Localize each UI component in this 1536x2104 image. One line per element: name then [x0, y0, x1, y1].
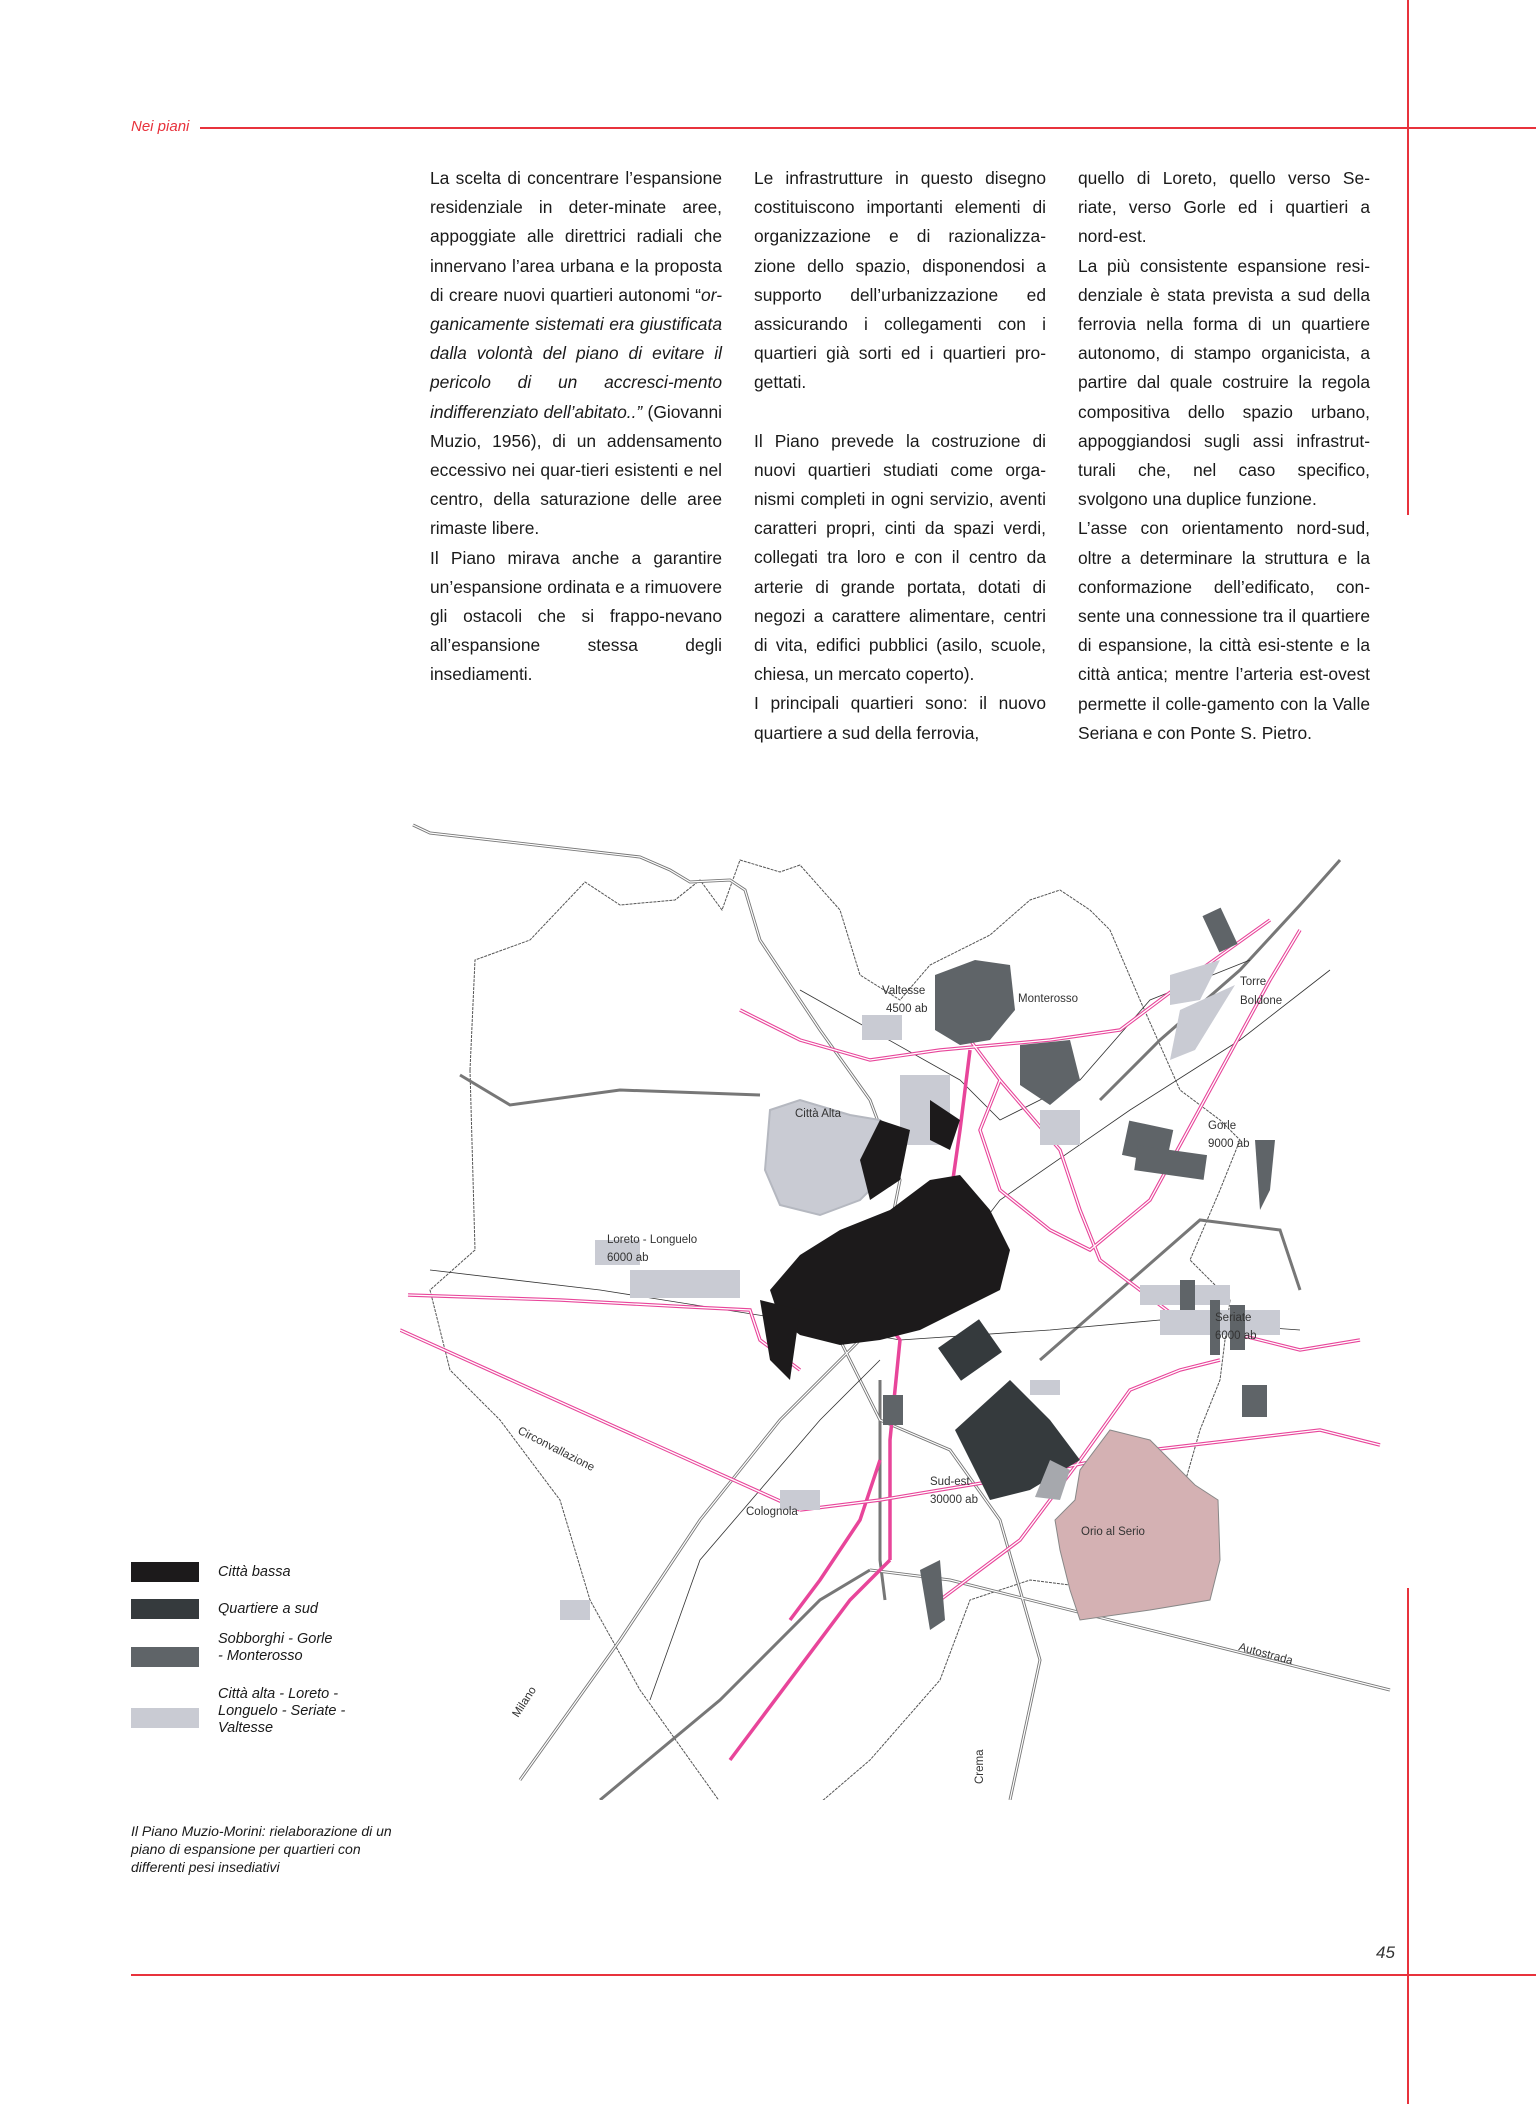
paragraph: Il Piano mirava anche a garantire un’espansione ordinata e a rimuovere gli ostacoli che si frappo-nevano all’espansione stessa degli insediamenti. [430, 547, 722, 685]
text-column-3 [1078, 164, 1370, 748]
legend-item-citta-bassa [131, 1562, 291, 1582]
paragraph [430, 164, 722, 544]
label-boldone: Boldone [1240, 995, 1283, 1007]
legend-label: Città bassa [218, 1564, 291, 1580]
urban-plan-map [400, 800, 1430, 1800]
label-gorle-pop: 9000 ab [1208, 1138, 1250, 1150]
label-gorle: Gorle [1208, 1120, 1237, 1132]
label-sud-est: Sud-est [930, 1476, 970, 1488]
label-crema: Crema [974, 1749, 986, 1784]
label-loreto-pop: 6000 ab [607, 1252, 649, 1264]
paragraph-text: (Giovanni Muzio, 1956), di un addensamento eccessivo nei quar-tieri esistenti e nel centro, della saturazione delle aree rimaste libere. [430, 401, 722, 539]
label-loreto-longuelo: Loreto - Longuelo [607, 1234, 698, 1246]
label-circonvallazione: Circonvallazione [515, 1424, 597, 1474]
label-valtesse: Valtesse [882, 985, 926, 997]
label-citta-alta: Città Alta [795, 1108, 842, 1120]
paragraph: Il Piano prevede la costruzione di nuovi quartieri studiati come orga-nismi completi in ogni servizio, aventi caratteri propri, cinti da spazi verdi, collegati tra loro e con il centro da arterie di grande portata, dotati di negozi a carattere alimentare, centri di vita, edifici pubblici (asilo, scuole, chiesa, un mercato coperto). [754, 430, 1046, 685]
header-rule [200, 127, 1536, 129]
quote-text: or-ganicamente sistemati era giustificata dalla volontà del piano di evitare il pericolo di un accresci-mento indifferenziato dell’abitato..” [430, 284, 722, 422]
right-margin-rule-top [1407, 0, 1409, 515]
label-autostrada: Autostrada [1237, 1641, 1295, 1668]
legend-swatch [131, 1647, 199, 1667]
page-number: 45 [1376, 1943, 1395, 1962]
label-orio-al-serio: Orio al Serio [1081, 1526, 1145, 1538]
legend-label: Quartiere a sud [218, 1601, 318, 1617]
label-seriate-pop: 6000 ab [1215, 1330, 1257, 1342]
legend-swatch [131, 1708, 199, 1728]
paragraph: quello di Loreto, quello verso Se-riate, verso Gorle ed i quartieri a nord-est. [1078, 168, 1370, 247]
legend-swatch [131, 1599, 199, 1619]
label-torre: Torre [1240, 976, 1267, 988]
paragraph: La più consistente espansione resi-denziale è stata prevista a sud della ferrovia nella forma di un quartiere autonomo, di stampo organicista, a partire dal quale costruire la regola compositiva dello spazio urbano, appoggiandosi sugli assi infrastrut-turali che, nel caso specifico, svolgono una duplice funzione. [1078, 255, 1370, 510]
paragraph: I principali quartieri sono: il nuovo quartiere a sud della ferrovia, [754, 693, 1046, 743]
paragraph-text: La scelta di concentrare l’espansione residenziale in deter-minate aree, appoggiate alle direttrici radiali che innervano l’area urbana e la proposta di creare nuovi quartieri autonomi “ [430, 168, 722, 305]
label-valtesse-pop: 4500 ab [886, 1003, 928, 1015]
label-seriate: Seriate [1215, 1312, 1252, 1324]
legend-item-sobborghi [131, 1631, 333, 1667]
running-head: Nei piani [131, 118, 190, 135]
text-column-1 [430, 164, 722, 690]
figure-caption: Il Piano Muzio-Morini: rielaborazione di un piano di espansione per quartieri con differenti pesi insediativi [131, 1823, 392, 1875]
footer-rule [131, 1974, 1536, 1976]
label-milano: Milano [510, 1684, 539, 1720]
label-monterosso: Monterosso [1018, 993, 1079, 1005]
label-sud-est-pop: 30000 ab [930, 1494, 978, 1506]
label-colognola: Colognola [746, 1506, 798, 1518]
legend-label: Città alta - Loreto - Longuelo - Seriate - Valtesse [218, 1686, 346, 1736]
legend-swatch [131, 1562, 199, 1582]
legend-label: Sobborghi - Gorle - Monterosso [218, 1631, 333, 1664]
legend-item-quartiere-sud [131, 1599, 318, 1619]
paragraph: Le infrastrutture in questo disegno costituiscono importanti elementi di organizzazione e di razionalizza-zione dello spazio, disponendosi a supporto dell’urbanizzazione ed assicurando i collegamenti con i quartieri già sorti ed i quartieri pro-gettati. [754, 168, 1046, 393]
legend-item-citta-alta [131, 1686, 346, 1736]
text-column-2 [754, 164, 1046, 748]
paragraph: L’asse con orientamento nord-sud, oltre a determinare la struttura e la conformazione dell’edificato, con-sente una connessione tra il quartiere di espansione, la città esi-stente e la città antica; mentre l’arteria est-ovest permette il colle-gamento con la Valle Seriana e con Ponte S. Pietro. [1078, 518, 1370, 743]
